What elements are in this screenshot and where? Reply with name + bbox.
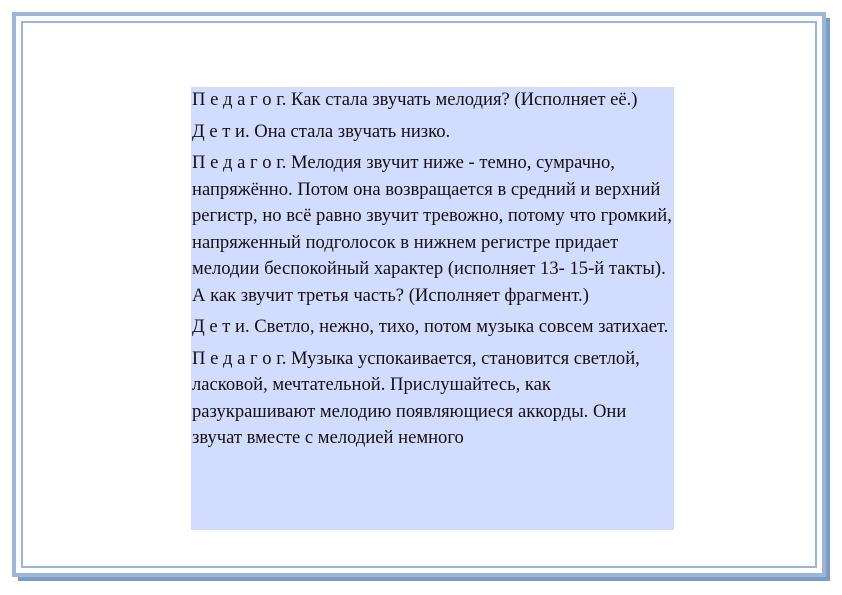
speech-text: Как стала звучать мелодия? (Исполняет её.): [291, 89, 638, 110]
speech-text: Музыка успокаивается, становится светлой, ласковой, мечтательной. Прислушайтесь, как разукрашивают мелодию появляющиеся аккорды. Они звучат вместе с мелодией немного: [192, 347, 640, 448]
dialogue-paragraph-children: [191, 314, 674, 341]
speaker-label: П е д а г о г.: [192, 89, 287, 110]
frame-shadow-bottom: [18, 577, 830, 581]
speaker-label: П е д а г о г.: [192, 152, 287, 173]
speech-text: Она стала звучать низко.: [254, 120, 451, 142]
dialogue-paragraph-teacher: [191, 150, 674, 309]
dialogue-paragraph-children: [191, 119, 674, 146]
speech-text: Светло, нежно, тихо, потом музыка совсем затихает.: [254, 316, 669, 337]
frame-shadow-right: [826, 18, 830, 581]
speaker-label: Д е т и.: [192, 120, 250, 142]
speech-text: Мелодия звучит ниже - темно, сумрачно, напряжённо. Потом она возвращается в средний и верхний регистр, но всё равно звучит тревожно, потому что громкий, напряженный подголосок в нижнем регистре придает мелодии беспокойный характер (исполняет 13- 15-й такты). А как звучит третья часть? (Исполняет фрагмент.): [192, 152, 672, 306]
speaker-label: П е д а г о г.: [192, 347, 287, 369]
speaker-label: Д е т и.: [192, 316, 250, 337]
dialogue-text-box: [191, 87, 674, 530]
dialogue-paragraph-teacher: [191, 87, 674, 114]
dialogue-paragraph-teacher: [191, 346, 674, 452]
